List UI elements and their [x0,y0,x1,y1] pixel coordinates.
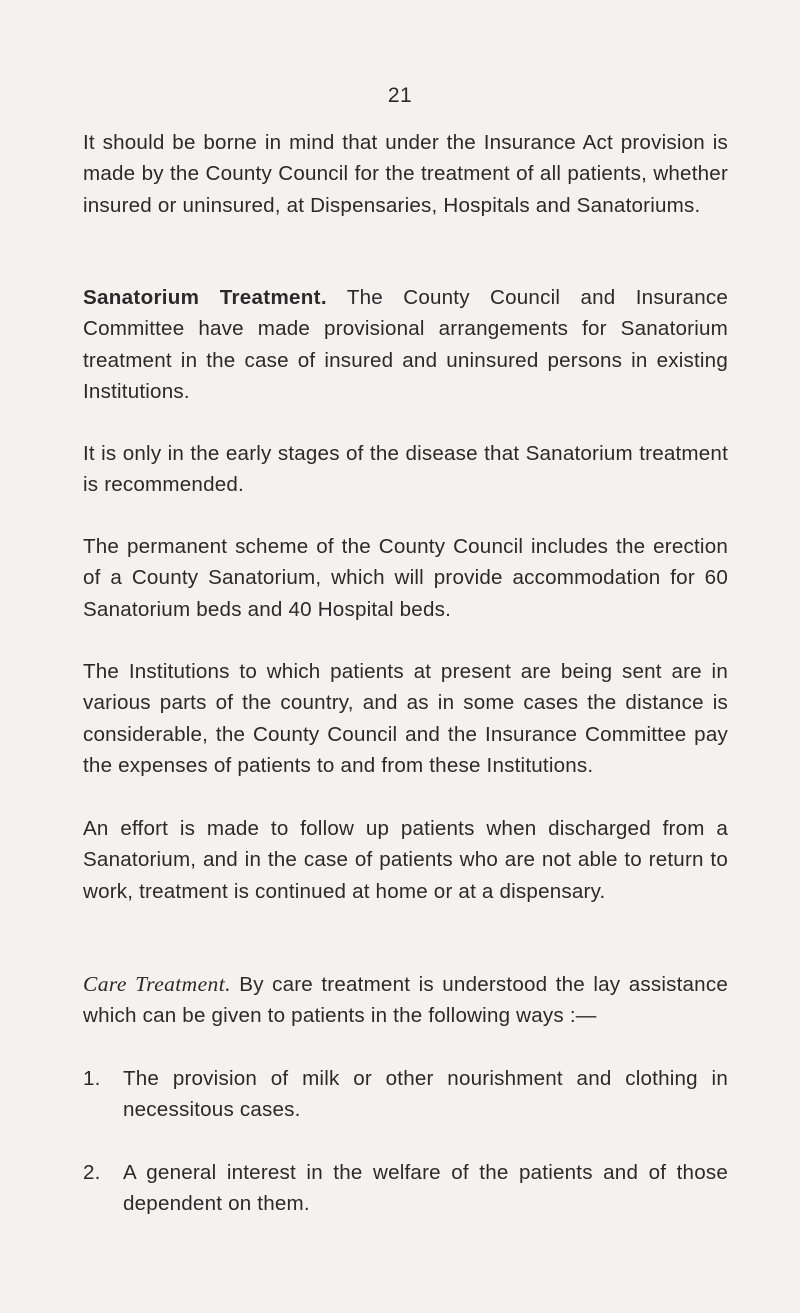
paragraph-text: It should be borne in mind that under the Insurance Act provision is made by the County Council for the treatment of all patients, whether insured or uninsured, at Dispensaries, Hospitals and Sanatoriums. [83,131,728,217]
page-number: 21 [387,84,413,107]
list-item-text: A general interest in the welfare of the patients and of those dependent on them. [123,1161,728,1216]
list-item-number: 1. [83,1067,101,1090]
list-item-number: 2. [83,1161,101,1184]
paragraph-follow-up [83,813,728,907]
paragraph-care-treatment [83,969,728,1032]
list-item-text: The provision of milk or other nourishment and clothing in necessitous cases. [123,1067,728,1122]
section-heading-sanatorium-treatment: Sanatorium Treatment. [83,286,327,309]
paragraph-insurance-act [83,127,728,221]
paragraph-institutions [83,656,728,782]
paragraph-permanent-scheme [83,531,728,625]
paragraph-early-stages [83,438,728,501]
paragraph-sanatorium-treatment [83,282,728,408]
paragraph-text: The permanent scheme of the County Council includes the erection of a County Sanatorium, which will provide accommodation for 60 Sanatorium beds and 40 Hospital beds. [83,535,728,621]
paragraph-text: By care treatment is understood the lay assistance which can be given to patients in the following ways :— [83,973,728,1028]
paragraph-text: An effort is made to follow up patients when discharged from a Sanatorium, and in the case of patients who are not able to return to work, treatment is continued at home or at a dispensary. [83,817,728,903]
section-heading-care-treatment: Care Treatment. [83,972,231,996]
paragraph-text: The County Council and Insurance Committee have made provisional arrangements for Sanatorium treatment in the case of insured and uninsured persons in existing Institutions. [83,286,728,404]
paragraph-text: The Institutions to which patients at present are being sent are in various parts of the country, and as in some cases the distance is considerable, the County Council and the Insurance Committee pay the expenses of patients to and from these Institutions. [83,660,728,778]
paragraph-text: It is only in the early stages of the disease that Sanatorium treatment is recommended. [83,442,728,497]
